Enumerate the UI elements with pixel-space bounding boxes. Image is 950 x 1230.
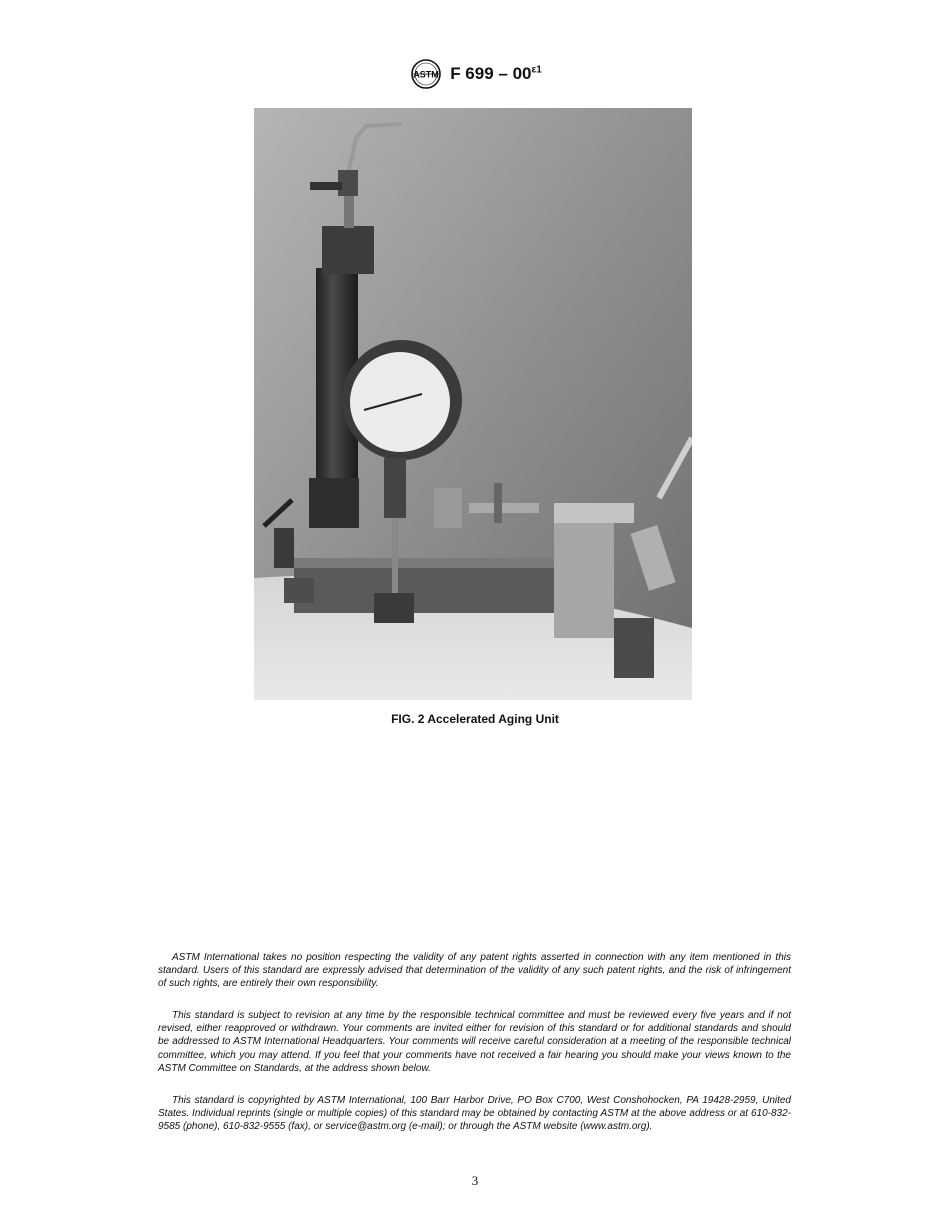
page-number: 3 bbox=[471, 1173, 479, 1188]
revision-notice: This standard is subject to revision at any time by the responsible technical committee and must be reviewed every five years and if not revised, either reapproved or withdrawn. Your comments are invited either for revision of this standard or for additional standards and should be addressed to ASTM International Headquarters. Your comments will receive careful consideration at a meeting of the responsible technical committee, which you may attend. If you feel that your comments have not received a fair hearing you should make your views known to the ASTM Committee on Standards, at the address shown below. bbox=[158, 1010, 791, 1074]
patent-notice: ASTM International takes no position respecting the validity of any patent rights asserted in connection with any item mentioned in this standard. Users of this standard are expressly advised that determination of the validity of any such patent rights, and the risk of infringement of such rights, are entirely their own responsibility. bbox=[158, 952, 791, 990]
edition-superscript: ε1 bbox=[531, 64, 542, 76]
figure-caption: FIG. 2 Accelerated Aging Unit bbox=[391, 712, 559, 726]
svg-text:ASTM: ASTM bbox=[413, 69, 439, 80]
astm-logo bbox=[408, 58, 444, 90]
document-designation: F $699 - 00^{\varepsilon 1}$ bbox=[450, 64, 542, 83]
accelerated-aging-unit-photo bbox=[254, 108, 692, 700]
copyright-notice: This standard is copyrighted by ASTM International, 100 Barr Harbor Drive, PO Box C700, West Conshohocken, PA 19428-2959, United States. Individual reprints (single or multiple copies) of this standard may be obtained by contacting ASTM at the above address or at 610-832-9585 (phone), 610-832-9555 (fax), or service@astm.org (e-mail); or through the ASTM website (www.astm.org). bbox=[158, 1095, 791, 1133]
page-header bbox=[0, 58, 950, 90]
